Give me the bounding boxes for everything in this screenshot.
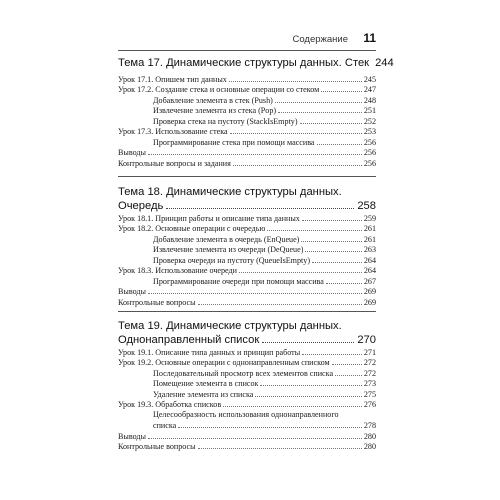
topic-title-text: Тема 18. Динамические структуры данных. bbox=[118, 186, 342, 198]
toc-entry-text: Выводы bbox=[118, 287, 146, 297]
toc-entry-text: Урок 17.2. Создание стека и основные операции со стеком bbox=[118, 85, 320, 95]
dot-leader bbox=[229, 74, 362, 82]
topic-title[interactable] bbox=[118, 199, 376, 212]
toc-entry-text: Выводы bbox=[118, 431, 146, 441]
toc-entry-text: Контрольные вопросы bbox=[118, 442, 196, 452]
toc-entry-subsection[interactable] bbox=[153, 116, 376, 126]
dot-leader bbox=[166, 199, 354, 209]
topic-title-text: Очередь bbox=[118, 200, 164, 212]
header-page-number: 11 bbox=[363, 31, 376, 45]
toc-entry-text: Проверка стека на пустоту (StackIsEmpty) bbox=[153, 116, 298, 126]
dot-leader bbox=[198, 441, 362, 449]
toc-entry-page: 273 bbox=[363, 379, 376, 389]
toc-entry-subsection[interactable] bbox=[153, 244, 376, 254]
toc-entry-text: списка bbox=[153, 421, 177, 431]
toc-entry-text: Урок 18.2. Основные операции с очередью bbox=[118, 224, 266, 234]
toc-entry-text: Урок 17.1. Опишем тип данных bbox=[118, 75, 227, 84]
topic-divider bbox=[118, 176, 376, 177]
topic-title-text: Тема 17. Динамические структуры данных. Стек bbox=[118, 57, 370, 69]
toc-entry-lesson[interactable] bbox=[118, 74, 376, 84]
topic-page-number: 244 bbox=[375, 57, 394, 69]
toc-entry-text: Программирование очереди при помощи массива bbox=[153, 276, 324, 286]
toc-entry-page: 264 bbox=[363, 255, 376, 265]
topic-page-number: 270 bbox=[357, 334, 376, 346]
header-rule bbox=[118, 50, 376, 51]
dot-leader bbox=[230, 126, 362, 134]
toc-entry-page: 276 bbox=[363, 400, 376, 410]
toc-entry-subsection[interactable] bbox=[153, 137, 376, 147]
dot-leader bbox=[148, 431, 362, 439]
toc-entry-page: 252 bbox=[363, 116, 376, 126]
toc-entry-page: 280 bbox=[363, 431, 376, 441]
dot-leader bbox=[223, 399, 362, 407]
dot-leader bbox=[300, 116, 362, 124]
dot-leader bbox=[321, 84, 362, 92]
toc-entry-lesson[interactable] bbox=[118, 399, 376, 409]
toc-entry-page: 256 bbox=[363, 158, 376, 168]
toc-entry-page: 253 bbox=[363, 127, 376, 137]
toc-entry-lesson[interactable] bbox=[118, 126, 376, 136]
dot-leader bbox=[302, 213, 362, 221]
toc-entry-page: 278 bbox=[363, 421, 376, 431]
toc-entry-lesson[interactable] bbox=[118, 84, 376, 94]
toc-entry-page: 271 bbox=[363, 348, 376, 357]
toc-entry-page: 256 bbox=[363, 148, 376, 158]
toc-entry-lesson[interactable] bbox=[118, 357, 376, 367]
dot-leader bbox=[326, 276, 362, 284]
dot-leader bbox=[255, 389, 362, 397]
toc-entry-text: Контрольные вопросы bbox=[118, 297, 196, 307]
topic-title[interactable] bbox=[118, 186, 376, 199]
topic-title[interactable] bbox=[118, 320, 376, 333]
toc-entry-lesson[interactable] bbox=[118, 265, 376, 275]
toc-entry-text: Извлечение элемента из очереди (DeQueue) bbox=[153, 245, 304, 255]
dot-leader bbox=[239, 265, 362, 273]
toc-entry-text: Целесообразность использования однонаправленного bbox=[153, 409, 339, 419]
topic-title-text: Тема 19. Динамические структуры данных. bbox=[118, 320, 342, 332]
dot-leader bbox=[262, 333, 354, 343]
toc-entry-subsection[interactable] bbox=[153, 255, 376, 265]
toc-entry-text: Урок 18.3. Использование очереди bbox=[118, 266, 237, 276]
dot-leader bbox=[301, 234, 361, 242]
toc-entry-subsection[interactable] bbox=[153, 234, 376, 244]
toc-entry-page: 261 bbox=[363, 234, 376, 244]
dot-leader bbox=[178, 420, 362, 428]
toc-entry-page: 256 bbox=[363, 137, 376, 147]
toc-entry-text: Урок 18.1. Принцип работы и описание типа данных bbox=[118, 214, 300, 223]
dot-leader bbox=[233, 158, 362, 166]
toc-entry-text: Извлечение элемента из стека (Pop) bbox=[153, 106, 277, 116]
toc-entry-page: 264 bbox=[363, 266, 376, 276]
toc-entry-page: 272 bbox=[363, 358, 376, 368]
toc-entry-section[interactable] bbox=[118, 431, 376, 441]
toc-entry-section[interactable] bbox=[118, 147, 376, 157]
toc-entry-text: Добавление элемента в стек (Push) bbox=[153, 95, 273, 105]
toc-entry-text: Удаление элемента из списка bbox=[153, 389, 254, 399]
toc-entry-subsection[interactable] bbox=[153, 378, 376, 388]
dot-leader bbox=[302, 347, 362, 355]
toc-entry-subsection[interactable] bbox=[153, 420, 376, 430]
toc-entry-lesson[interactable] bbox=[118, 347, 376, 357]
toc-entry-page: 269 bbox=[363, 297, 376, 307]
dot-leader bbox=[148, 147, 362, 155]
toc-entry-subsection[interactable] bbox=[153, 410, 376, 420]
topic-title-text: Однонаправленный список bbox=[118, 334, 260, 346]
toc-entry-page: 280 bbox=[363, 442, 376, 452]
dot-leader bbox=[267, 223, 361, 231]
toc-entry-subsection[interactable] bbox=[153, 105, 376, 115]
topic-title[interactable] bbox=[118, 333, 376, 346]
dot-leader bbox=[335, 368, 362, 376]
toc-entry-page: 248 bbox=[363, 95, 376, 105]
dot-leader bbox=[275, 95, 362, 103]
topic-page-number: 258 bbox=[357, 200, 376, 212]
topic-divider bbox=[118, 311, 376, 312]
dot-leader bbox=[148, 286, 362, 294]
toc-entry-section[interactable] bbox=[118, 297, 376, 307]
toc-entry-subsection[interactable] bbox=[153, 95, 376, 105]
toc-entry-page: 272 bbox=[363, 368, 376, 378]
toc-entry-text: Урок 19.2. Основные операции с однонаправленным списком bbox=[118, 358, 330, 368]
toc-entry-subsection[interactable] bbox=[153, 276, 376, 286]
dot-leader bbox=[278, 105, 362, 113]
toc-entry-section[interactable] bbox=[118, 158, 376, 168]
dot-leader bbox=[198, 297, 362, 305]
toc-entry-page: 245 bbox=[363, 75, 376, 84]
dot-leader bbox=[332, 357, 362, 365]
toc-entry-text: Урок 19.3. Обработка списков bbox=[118, 400, 222, 410]
toc-entry-page: 269 bbox=[363, 287, 376, 297]
toc-entry-page: 247 bbox=[363, 85, 376, 95]
toc-entry-section[interactable] bbox=[118, 441, 376, 451]
toc-entry-subsection[interactable] bbox=[153, 368, 376, 378]
toc-entry-text: Помещение элемента в список bbox=[153, 379, 259, 389]
toc-entry-page: 263 bbox=[363, 245, 376, 255]
toc-entry-page: 261 bbox=[363, 224, 376, 234]
toc-entry-page: 267 bbox=[363, 276, 376, 286]
dot-leader bbox=[305, 244, 361, 252]
toc-entry-text: Урок 17.3. Использование стека bbox=[118, 127, 228, 137]
topic-title[interactable] bbox=[118, 56, 394, 69]
toc-entry-subsection[interactable] bbox=[153, 389, 376, 399]
dot-leader bbox=[317, 137, 362, 145]
toc-entry-page: 251 bbox=[363, 106, 376, 116]
toc-entry-text: Добавление элемента в очередь (EnQueue) bbox=[153, 234, 300, 244]
dot-leader bbox=[312, 255, 362, 263]
toc-entry-lesson[interactable] bbox=[118, 223, 376, 233]
dot-leader bbox=[260, 378, 361, 386]
toc-entry-page: 275 bbox=[363, 389, 376, 399]
toc-entry-text: Проверка очереди на пустоту (QueueIsEmpty) bbox=[153, 255, 311, 265]
running-header bbox=[118, 30, 376, 48]
toc-entry-text: Урок 19.1. Описание типа данных и принцип работы bbox=[118, 348, 301, 357]
toc-entry-lesson[interactable] bbox=[118, 213, 376, 223]
header-section-title: Содержание bbox=[292, 34, 348, 45]
toc-entry-text: Контрольные вопросы и задания bbox=[118, 158, 231, 168]
toc-entry-text: Выводы bbox=[118, 148, 146, 158]
toc-entry-text: Последовательный просмотр всех элементов списка bbox=[153, 368, 334, 378]
toc-entry-section[interactable] bbox=[118, 286, 376, 296]
toc-entry-text: Программирование стека при помощи массива bbox=[153, 137, 315, 147]
toc-entry-page: 259 bbox=[363, 214, 376, 223]
